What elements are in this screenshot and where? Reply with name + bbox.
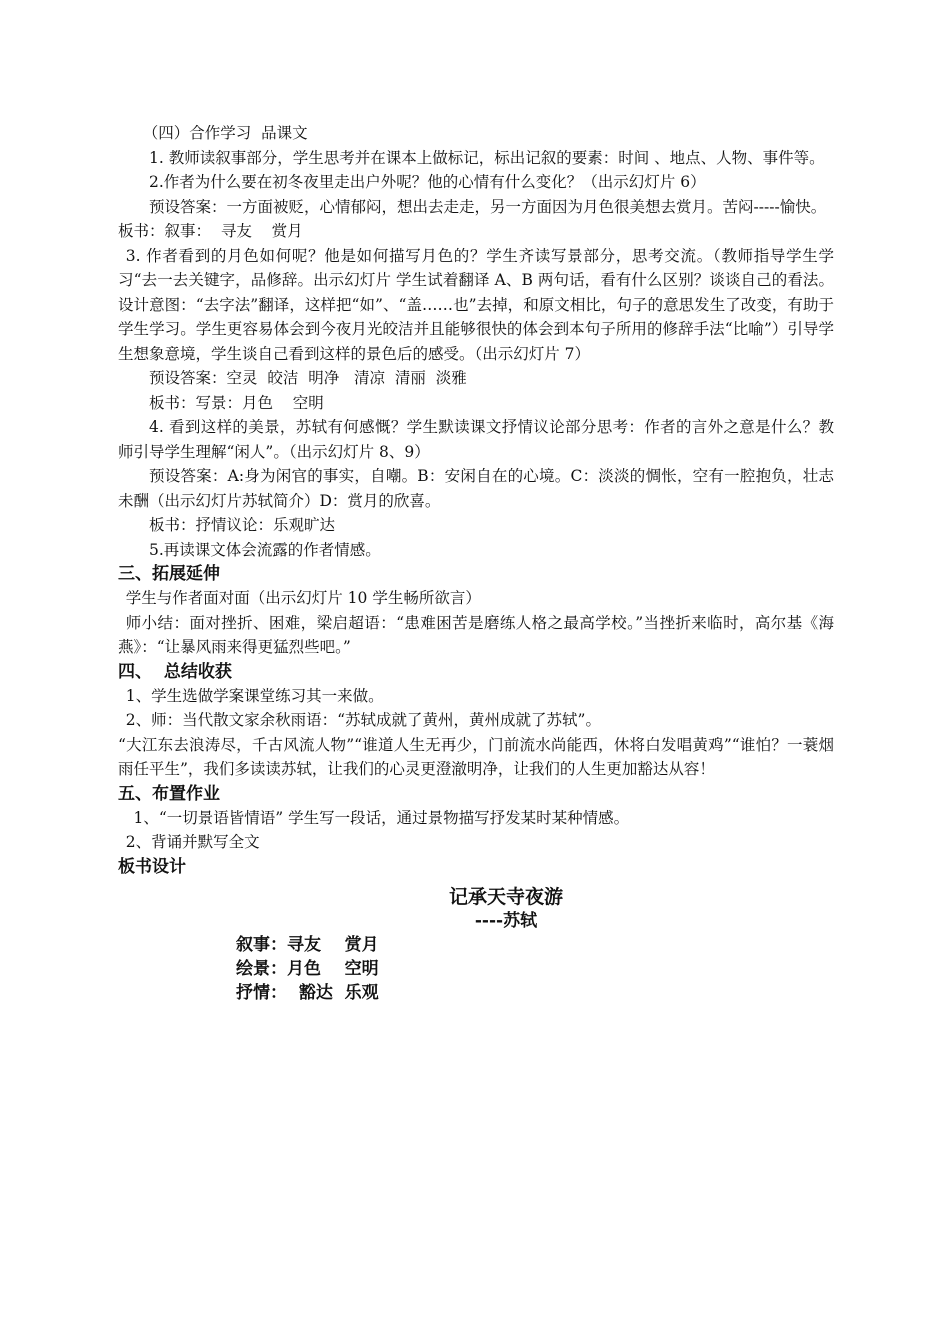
question-2-board: 板书：叙事： 寻友 赏月 [118,222,303,240]
section-heading-homework: 五、布置作业 [118,783,220,804]
question-4: 4. 看到这样的美景，苏轼有何感慨？学生默读课文抒情议论部分思考：作者的言外之意是什么？教师引导学生理解“闲人”。（出示幻灯片 8、9） [118,418,835,461]
homework-item-1: 1、“一切景语皆情语” 学生写一段话，通过景物描写抒发某时某种情感。 [133,808,630,827]
summary-item-1: 1、学生选做学案课堂练习其一来做。 [125,686,384,705]
question-4-answer: 预设答案：A:身为闲官的事实，自嘲。B：安闲自在的心境。C：淡淡的惆怅，空有一腔抱负，壮志未酬（出示幻灯片苏轼简介）D：赏月的欣喜。 [118,467,834,510]
question-1: 1. 教师读叙事部分，学生思考并在课本上做标记，标出记叙的要素：时间 、地点、人物、事件等。 [149,148,825,167]
section-heading-summary: 四、 总结收获 [118,661,232,682]
board-row-scenery: 绘景：月色 空明 [236,958,379,979]
question-3: 3. 作者看到的月色如何呢？他是如何描写月色的？学生齐读写景部分，思考交流。（教师指导学生学习“去一去关键字，品修辞。出示幻灯片 学生试着翻译 A、B 两句话，看有什么区别？谈谈自己的看法。设计意图：“去字法”翻译，这样把“如”、“盖……也”去掉，和原文相比，句子的意思发生了改变，有助于学生学习。学生更容易体会到今夜月光皎洁并且能够很快的体会到本句子所用的修辞手法“比喻”）引导学生想象意境，学生谈自己看到这样的景色后的感受。（出示幻灯片 7） [118,246,834,363]
summary-item-2: 2、师：当代散文家余秋雨语：“苏轼成就了黄州，黄州成就了苏轼”。 [125,711,601,729]
extend-line-2: 师小结：面对挫折、困难，梁启超语：“患难困苦是磨练人格之最高学校。”当挫折来临时，高尔基《海燕》：“让暴风雨来得更猛烈些吧。” [118,613,834,656]
question-3-answer: 预设答案：空灵 皎洁 明净 清凉 清丽 淡雅 [149,369,467,387]
question-2-answer: 预设答案：一方面被贬，心情郁闷，想出去走走，另一方面因为月色很美想去赏月。苦闷-----愉快。 [149,197,827,216]
document-page [118,121,834,1005]
summary-item-3: “大江东去浪涛尽，千古风流人物”“谁道人生无再少，门前流水尚能西，休将白发唱黄鸡”“谁怕？一蓑烟雨任平生”，我们多读读苏轼，让我们的心灵更澄澈明净，让我们的人生更加豁达从容！ [118,735,834,778]
board-row-emotion: 抒情： 豁达 乐观 [236,982,379,1003]
extend-line-1: 学生与作者面对面（出示幻灯片 10 学生畅所欲言） [125,589,481,607]
homework-item-2: 2、背诵并默写全文 [125,833,260,851]
board-author: ----苏轼 [474,910,538,931]
section-heading-cooperative-learning: （四）合作学习 品课文 [142,124,308,142]
board-title: 记承天寺夜游 [448,885,563,908]
section-heading-extend: 三、拓展延伸 [118,564,220,584]
question-2: 2.作者为什么要在初冬夜里走出户外呢？他的心情有什么变化？（出示幻灯片 6） [149,173,706,191]
question-4-board: 板书：抒情议论：乐观旷达 [149,516,336,534]
question-3-board: 板书：写景：月色 空明 [149,393,324,412]
board-row-narrative: 叙事：寻友 赏月 [236,934,379,955]
question-5: 5.再读课文体会流露的作者情感。 [149,540,381,559]
section-heading-board-design: 板书设计 [118,856,186,877]
